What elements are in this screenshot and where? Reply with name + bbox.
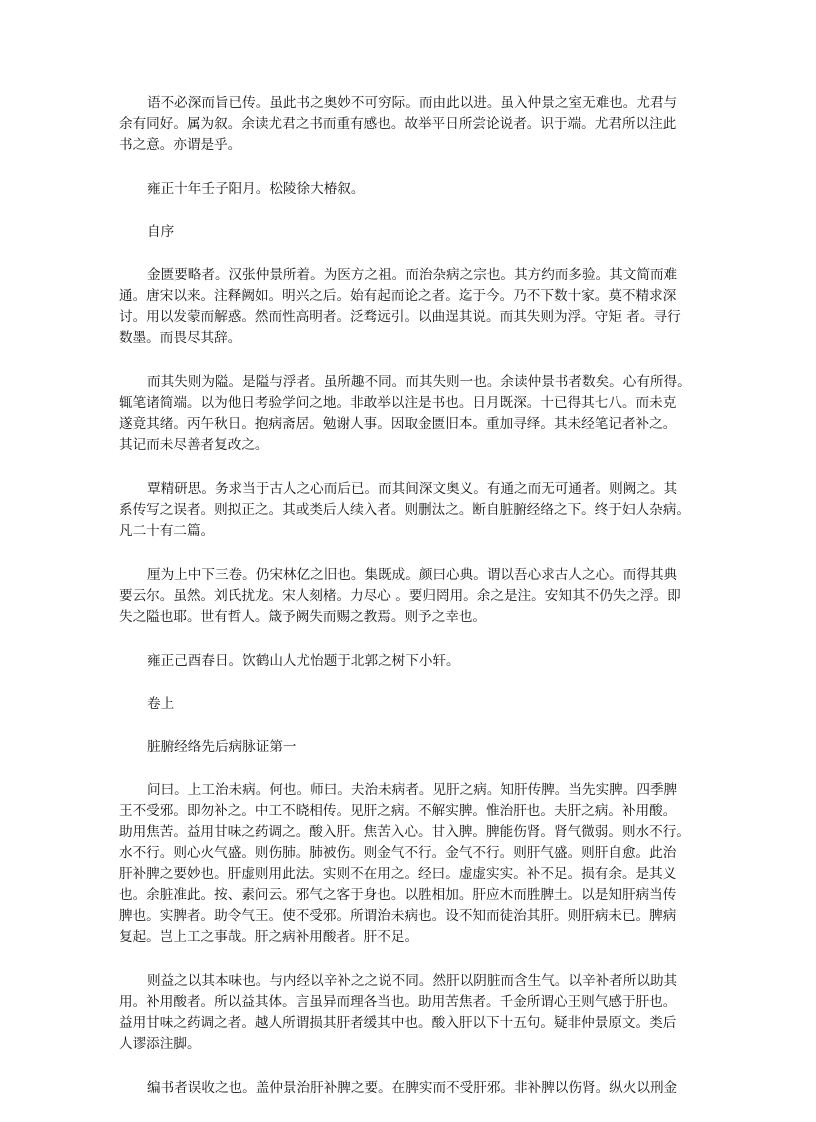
document-page [119, 93, 699, 1122]
preface-signature: 雍正十年壬子阳月。松陵徐大椿叙。 [147, 181, 365, 197]
self-preface-paragraph-3: 覃精研思。务求当于古人之心而后已。而其间深文奥义。有通之而无可通者。则阙之。其 系传写之误者。则拟正之。其或类后人续入者。则删汰之。断自脏腑经络之下。终于妇人杂病。 凡二十有二篇。 [119, 481, 690, 539]
chapter-paragraph-3: 编书者误收之也。盖仲景治肝补脾之要。在脾实而不受肝邪。非补脾以伤肾。纵火以刑金 [147, 1080, 678, 1096]
preface-closing-paragraph: 语不必深而旨已传。虽此书之奥妙不可穷际。而由此以进。虽入仲景之室无难也。尤君与 余有同好。属为叙。余读尤君之书而重有感也。故举平日所尝论说者。识于端。尤君所以注此 书之意。亦谓是乎。 [119, 95, 678, 153]
section-heading-self-preface: 自序 [147, 224, 175, 240]
chapter-paragraph-2: 则益之以其本味也。与内经以辛补之之说不同。然肝以阴脏而含生气。以辛补者所以助其 用。补用酸者。所以益其体。言虽异而理各当也。助用苦焦者。千金所谓心王则气感于肝也。 益用甘味之药调之者。越人所谓损其肝者缓其中也。酸入肝以下十五句。疑非仲景原文。类后 人谬添注脚。 [119, 973, 678, 1052]
self-preface-paragraph-4: 厘为上中下三卷。仍宋林亿之旧也。集既成。颜曰心典。谓以吾心求古人之心。而得其典 要云尔。虽然。刘氏扰龙。宋人刻楮。力尽心 。要归罔用。余之是注。安知其不仍失之浮。即 失之隘也耶。世有哲人。箴予阙失而赐之教焉。则予之幸也。 [119, 567, 681, 625]
chapter-title: 脏腑经络先后病脉证第一 [147, 739, 297, 755]
self-preface-signature: 雍正己酉春日。饮鹤山人尤怡题于北郭之树下小轩。 [147, 653, 460, 669]
self-preface-paragraph-1: 金匮要略者。汉张仲景所着。为医方之祖。而治杂病之宗也。其方约而多验。其文简而难 通。唐宋以来。注释阙如。明兴之后。始有起而论之者。迄于今。乃不下数十家。莫不精求深 讨。用以发蒙而解惑。然而性高明者。泛骛远引。以曲逞其说。而其失则为浮。守矩 者。寻行 数墨。而畏尽其辞。 [119, 267, 681, 346]
self-preface-paragraph-2: 而其失则为隘。是隘与浮者。虽所趣不同。而其失则一也。余读仲景书者数矣。心有所得。 辄笔诸简端。以为他日考验学问之地。非敢举以注是书也。日月既深。十已得其七八。而未克 遂竟其绪。丙午秋日。抱病斋居。勉谢人事。因取金匮旧本。重加寻绎。其未经笔记者补之。 其记而未尽善者复改之。 [119, 374, 691, 453]
chapter-paragraph-1: 问曰。上工治未病。何也。师曰。夫治未病者。见肝之病。知肝传脾。当先实脾。四季脾 王不受邪。即勿补之。中工不晓相传。见肝之病。不解实脾。惟治肝也。夫肝之病。补用酸。 助用焦苦。益用甘味之药调之。酸入肝。焦苦入心。甘入脾。脾能伤肾。肾气微弱。则水不行。 水不行。则心火气盛。则伤肺。肺被伤。则金气不行。金气不行。则肝气盛。则肝自愈。此治 肝补脾之要妙也。肝虚则用此法。实则不在用之。经曰。虚虚实实。补不足。损有余。是其义 也。余脏准此。按、素问云。邪气之客于身也。以胜相加。肝应木而胜脾土。以是知肝病当传 脾也。实脾者。助令气王。使不受邪。所谓治未病也。设不知而徒治其肝。则肝病未已。脾病 复起。岂上工之事哉。肝之病补用酸者。肝不足。 [119, 782, 690, 945]
volume-heading: 卷上 [147, 696, 175, 712]
